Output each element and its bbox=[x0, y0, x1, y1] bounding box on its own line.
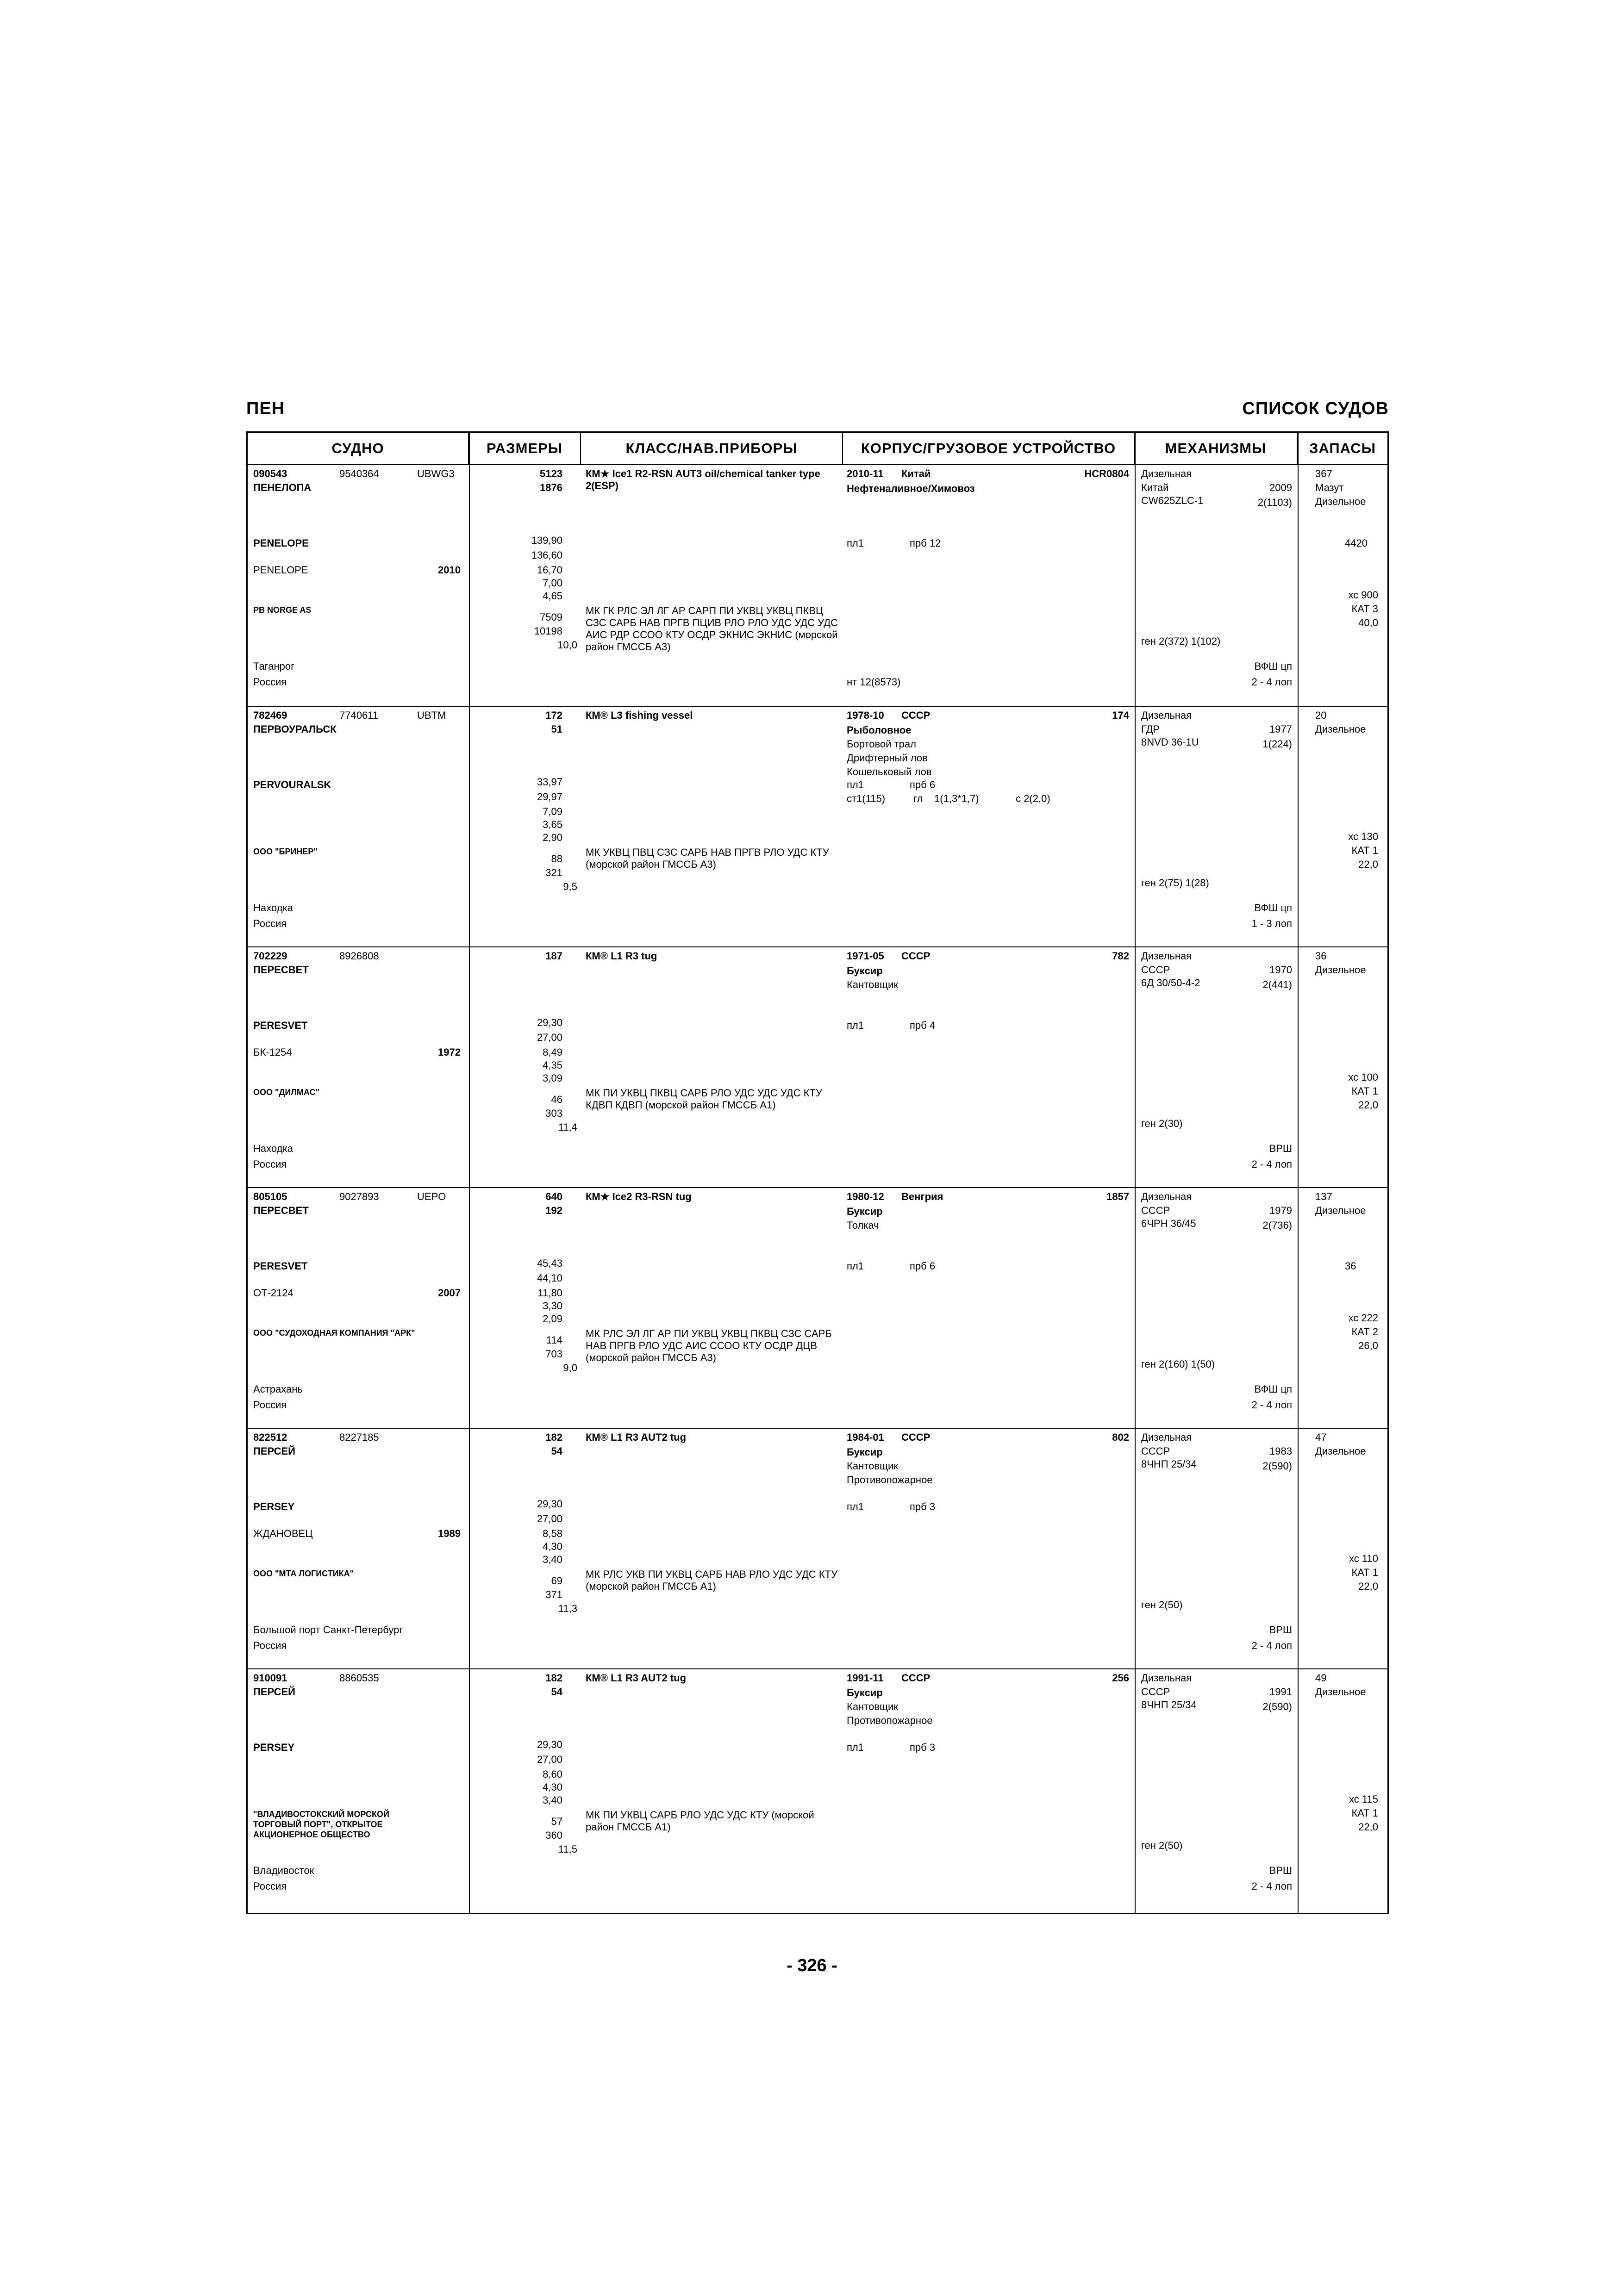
length-pp: 27,00 bbox=[537, 1754, 562, 1765]
length-pp: 29,97 bbox=[537, 791, 562, 803]
displacement: 371 bbox=[545, 1589, 562, 1600]
autonomy: 22,0 bbox=[1358, 1099, 1378, 1111]
engine-year: 1979 bbox=[1269, 1205, 1292, 1216]
previous-name-year: 2007 bbox=[438, 1287, 461, 1299]
propeller-blades: 2 - 4 лоп bbox=[1251, 676, 1292, 688]
ship-register-table bbox=[246, 431, 1389, 1914]
fuel-type-1: Дизельное bbox=[1315, 1686, 1366, 1698]
build-date: 1991-11 bbox=[847, 1672, 884, 1684]
generators: ген 2(50) bbox=[1141, 1840, 1183, 1851]
build-date: 2010-11 bbox=[847, 468, 884, 479]
deadweight: 187 bbox=[545, 950, 562, 962]
builder-country: СССР bbox=[901, 1431, 931, 1443]
ship-type-line: Буксир bbox=[847, 1446, 883, 1458]
builder-country: Китай bbox=[901, 468, 931, 479]
engine-type: Дизельная bbox=[1141, 1431, 1192, 1443]
generators: ген 2(372) 1(102) bbox=[1141, 635, 1221, 647]
engine-year: 1983 bbox=[1269, 1445, 1292, 1457]
deadweight: 172 bbox=[545, 709, 562, 721]
call-sign: UEPO bbox=[417, 1191, 446, 1202]
category: КАТ 1 bbox=[1351, 845, 1378, 856]
call-sign: UBTM bbox=[417, 709, 446, 721]
engine-country: СССР bbox=[1141, 1205, 1170, 1216]
deck-count: пл1 bbox=[847, 1260, 864, 1272]
breadth: 11,80 bbox=[537, 1287, 562, 1299]
entries-container bbox=[248, 465, 1387, 1913]
depth: 3,65 bbox=[543, 819, 562, 830]
build-date: 1978-10 bbox=[847, 709, 884, 721]
ship-entry bbox=[248, 465, 1387, 706]
owner: ООО "МТА ЛОГИСТИКА" bbox=[253, 1569, 354, 1578]
builder-country: СССР bbox=[901, 1672, 931, 1684]
imo-number: 8227185 bbox=[339, 1431, 379, 1443]
hull-number: 256 bbox=[1112, 1672, 1129, 1684]
horsepower: хс 130 bbox=[1348, 831, 1378, 842]
speed: 11,3 bbox=[558, 1603, 577, 1614]
build-date: 1984-01 bbox=[847, 1431, 884, 1443]
gross-tonnage: 54 bbox=[551, 1445, 562, 1457]
owner: "ВЛАДИВОСТОКСКИЙ МОРСКОЙ ТОРГОВЫЙ ПОРТ", ОТКРЫТОЕ АКЦИОНЕРНОЕ ОБЩЕСТВО bbox=[253, 1810, 389, 1839]
ship-type-list bbox=[847, 1686, 933, 1728]
speed: 11,4 bbox=[558, 1121, 577, 1133]
ship-type-line: Буксир bbox=[847, 1687, 883, 1699]
fuel-type-2: Дизельное bbox=[1315, 496, 1366, 507]
fuel-capacity: 367 bbox=[1315, 468, 1332, 479]
breadth: 16,70 bbox=[537, 564, 562, 576]
flag-country: Россия bbox=[253, 1399, 287, 1411]
propeller-type: ВФШ цп bbox=[1254, 902, 1292, 914]
deck-count: пл1 bbox=[847, 1020, 864, 1031]
engine-model: 6Д 30/50-4-2 bbox=[1141, 977, 1200, 989]
class-notation: КМ★ Ice2 R3-RSN tug bbox=[586, 1191, 692, 1202]
ship-name-ru: ПЕРЕСВЕТ bbox=[253, 1205, 309, 1216]
engine-model: CW625ZLC-1 bbox=[1141, 495, 1204, 506]
bulkheads: прб 6 bbox=[910, 779, 936, 790]
engine-power: 2(590) bbox=[1262, 1701, 1292, 1712]
tank-capacity: нт 12(8573) bbox=[847, 676, 901, 688]
deck-count: пл1 bbox=[847, 537, 864, 549]
gross-tonnage: 51 bbox=[551, 723, 562, 735]
previous-name: БК-1254 bbox=[253, 1046, 292, 1058]
ship-entry bbox=[248, 706, 1387, 946]
engine-type: Дизельная bbox=[1141, 950, 1192, 962]
deadweight: 182 bbox=[545, 1431, 562, 1443]
hull-number: 782 bbox=[1112, 950, 1129, 962]
length-overall: 29,30 bbox=[537, 1017, 562, 1028]
hull-number: 1857 bbox=[1106, 1191, 1129, 1202]
speed: 9,0 bbox=[563, 1362, 577, 1374]
length-pp: 27,00 bbox=[537, 1513, 562, 1524]
col-header-dimensions: РАЗМЕРЫ bbox=[469, 433, 581, 464]
ship-type-line: Противопожарное bbox=[847, 1474, 933, 1486]
autonomy: 40,0 bbox=[1358, 617, 1378, 628]
propeller-type: ВФШ цп bbox=[1254, 1383, 1292, 1395]
engine-type: Дизельная bbox=[1141, 468, 1192, 479]
navigation-equipment: МК РЛС ЭЛ ЛГ АР ПИ УКВЦ УКВЦ ПКВЦ СЗС САРБ НАВ ПРГВ РЛО УДС АИС ССОО КТУ ОСДР ДЦВ (морской район ГМССБ А3) bbox=[586, 1328, 832, 1363]
flag-country: Россия bbox=[253, 676, 287, 688]
category: КАТ 2 bbox=[1351, 1326, 1378, 1338]
length-overall: 33,97 bbox=[537, 776, 562, 788]
net-tonnage: 57 bbox=[551, 1816, 562, 1827]
home-port: Астрахань bbox=[253, 1383, 303, 1395]
gross-tonnage: 54 bbox=[551, 1686, 562, 1698]
gross-tonnage: 1876 bbox=[540, 482, 562, 493]
engine-power: 2(441) bbox=[1262, 979, 1292, 990]
ship-entry bbox=[248, 1668, 1387, 1909]
engine-model: 6ЧРН 36/45 bbox=[1141, 1218, 1196, 1229]
fuel-capacity: 20 bbox=[1315, 709, 1327, 721]
gross-tonnage: 192 bbox=[545, 1205, 562, 1216]
engine-year: 1991 bbox=[1269, 1686, 1292, 1698]
reg-number: 805105 bbox=[253, 1191, 287, 1202]
ship-type-line: Нефтеналивное/Химовоз bbox=[847, 483, 975, 494]
net-tonnage: 69 bbox=[551, 1575, 562, 1587]
page-header-right: СПИСОК СУДОВ bbox=[1242, 399, 1389, 418]
ship-entry bbox=[248, 1187, 1387, 1428]
ship-type-line: Рыболовное bbox=[847, 724, 912, 736]
ship-type-line: Противопожарное bbox=[847, 1715, 933, 1726]
engine-power: 2(590) bbox=[1262, 1460, 1292, 1472]
home-port: Таганрог bbox=[253, 660, 295, 672]
fuel-type-1: Мазут bbox=[1315, 482, 1344, 493]
propeller-blades: 1 - 3 лоп bbox=[1251, 918, 1292, 929]
category: КАТ 1 bbox=[1351, 1085, 1378, 1097]
class-notation: КМ® L3 fishing vessel bbox=[586, 709, 693, 721]
engine-year: 1970 bbox=[1269, 964, 1292, 976]
length-overall: 45,43 bbox=[537, 1257, 562, 1269]
col-header-class: КЛАСС/НАВ.ПРИБОРЫ bbox=[581, 433, 843, 464]
hull-number: 174 bbox=[1112, 709, 1129, 721]
displacement: 10198 bbox=[534, 625, 562, 637]
speed: 11,5 bbox=[558, 1843, 577, 1855]
builder-country: Венгрия bbox=[901, 1191, 943, 1202]
horsepower: хс 100 bbox=[1348, 1071, 1378, 1083]
ship-entry bbox=[248, 1428, 1387, 1668]
imo-number: 7740611 bbox=[339, 709, 379, 721]
builder-country: СССР bbox=[901, 709, 931, 721]
ship-name-en: PERVOURALSK bbox=[253, 779, 331, 790]
propeller-type: ВРШ bbox=[1269, 1143, 1292, 1154]
supply-value: 4420 bbox=[1345, 537, 1368, 549]
fuel-type-1: Дизельное bbox=[1315, 1205, 1366, 1216]
col-header-hull: КОРПУС/ГРУЗОВОЕ УСТРОЙСТВО bbox=[843, 433, 1135, 464]
ship-name-en: PERSEY bbox=[253, 1501, 295, 1512]
breadth: 8,60 bbox=[543, 1768, 562, 1780]
ship-name-ru: ПЕРВОУРАЛЬСК bbox=[253, 723, 337, 735]
ship-entry bbox=[248, 946, 1387, 1187]
home-port: Большой порт Санкт-Петербург bbox=[253, 1624, 403, 1636]
horsepower: хс 115 bbox=[1349, 1793, 1378, 1805]
previous-name: ОТ-2124 bbox=[253, 1287, 294, 1299]
net-tonnage: 46 bbox=[551, 1094, 562, 1105]
deadweight: 640 bbox=[545, 1191, 562, 1202]
length-overall: 29,30 bbox=[537, 1498, 562, 1510]
deadweight: 5123 bbox=[540, 468, 562, 479]
imo-number: 8860535 bbox=[339, 1672, 379, 1684]
call-sign: UBWG3 bbox=[417, 468, 455, 479]
generators: ген 2(30) bbox=[1141, 1118, 1183, 1129]
previous-name-year: 2010 bbox=[438, 564, 461, 576]
engine-power: 1(224) bbox=[1262, 738, 1292, 750]
length-overall: 29,30 bbox=[537, 1739, 562, 1750]
navigation-equipment: МК ПИ УКВЦ ПКВЦ САРБ РЛО УДС УДС УДС КТУ КДВП КДВП (морской район ГМССБ А1) bbox=[586, 1087, 822, 1111]
depth: 3,30 bbox=[543, 1300, 562, 1312]
imo-number: 9027893 bbox=[339, 1191, 379, 1202]
length-pp: 136,60 bbox=[531, 549, 562, 561]
previous-name-year: 1989 bbox=[438, 1528, 461, 1539]
bulkheads: прб 6 bbox=[910, 1260, 936, 1272]
ship-type-list bbox=[847, 964, 898, 992]
engine-type: Дизельная bbox=[1141, 709, 1192, 721]
autonomy: 22,0 bbox=[1358, 1580, 1378, 1592]
owner: ООО "ДИЛМАС" bbox=[253, 1088, 320, 1097]
reg-number: 090543 bbox=[253, 468, 287, 479]
ship-name-en: PERSEY bbox=[253, 1742, 295, 1753]
owner: ООО "СУДОХОДНАЯ КОМПАНИЯ "АРК" bbox=[253, 1328, 415, 1338]
fuel-type-1: Дизельное bbox=[1315, 964, 1366, 976]
ship-name-ru: ПЕРСЕЙ bbox=[253, 1686, 295, 1698]
engine-country: Китай bbox=[1141, 482, 1169, 493]
navigation-equipment: МК РЛС УКВ ПИ УКВЦ САРБ НАВ РЛО УДС УДС КТУ (морской район ГМССБ А1) bbox=[586, 1568, 838, 1592]
engine-country: СССР bbox=[1141, 964, 1170, 976]
displacement: 703 bbox=[545, 1348, 562, 1360]
generators: ген 2(160) 1(50) bbox=[1141, 1358, 1215, 1370]
depth: 4,35 bbox=[543, 1059, 562, 1071]
depth: 4,30 bbox=[543, 1541, 562, 1552]
engine-country: СССР bbox=[1141, 1445, 1170, 1457]
ship-name-en: PERESVET bbox=[253, 1260, 308, 1272]
propeller-type: ВРШ bbox=[1269, 1865, 1292, 1876]
breadth: 8,58 bbox=[543, 1528, 562, 1539]
reg-number: 782469 bbox=[253, 709, 287, 721]
depth: 7,00 bbox=[543, 577, 562, 589]
class-notation: КМ® L1 R3 AUT2 tug bbox=[586, 1672, 687, 1684]
fuel-capacity: 49 bbox=[1315, 1672, 1327, 1684]
flag-country: Россия bbox=[253, 1158, 287, 1170]
engine-model: 8NVD 36-1U bbox=[1141, 736, 1199, 748]
length-pp: 27,00 bbox=[537, 1032, 562, 1043]
engine-model: 8ЧНП 25/34 bbox=[1141, 1699, 1197, 1711]
page-number: - 326 - bbox=[787, 1956, 837, 1975]
reg-number: 910091 bbox=[253, 1672, 287, 1684]
bulkheads: прб 3 bbox=[910, 1501, 936, 1512]
imo-number: 9540364 bbox=[339, 468, 379, 479]
engine-type: Дизельная bbox=[1141, 1672, 1192, 1684]
ship-type-list bbox=[847, 723, 932, 779]
deadweight: 182 bbox=[545, 1672, 562, 1684]
propeller-blades: 2 - 4 лоп bbox=[1251, 1158, 1292, 1170]
ship-type-line: Дрифтерный лов bbox=[847, 752, 928, 764]
bulkheads: прб 3 bbox=[910, 1742, 936, 1753]
deck-count: пл1 bbox=[847, 1501, 864, 1512]
cargo-gear: ст1(115) гл 1(1,3*1,7) с 2(2,0) bbox=[847, 793, 1050, 804]
propeller-blades: 2 - 4 лоп bbox=[1251, 1640, 1292, 1651]
home-port: Владивосток bbox=[253, 1865, 314, 1876]
fuel-capacity: 36 bbox=[1315, 950, 1327, 962]
engine-model: 8ЧНП 25/34 bbox=[1141, 1458, 1197, 1470]
displacement: 303 bbox=[545, 1108, 562, 1119]
fuel-type-1: Дизельное bbox=[1315, 723, 1366, 735]
previous-name: ЖДАНОВЕЦ bbox=[253, 1528, 313, 1539]
breadth: 8,49 bbox=[543, 1046, 562, 1058]
autonomy: 22,0 bbox=[1358, 859, 1378, 870]
hull-number: 802 bbox=[1112, 1431, 1129, 1443]
ship-type-list bbox=[847, 482, 975, 496]
engine-year: 2009 bbox=[1269, 482, 1292, 493]
draught: 3,40 bbox=[543, 1794, 562, 1806]
engine-country: СССР bbox=[1141, 1686, 1170, 1698]
category: КАТ 1 bbox=[1351, 1567, 1378, 1578]
flag-country: Россия bbox=[253, 1880, 287, 1892]
navigation-equipment: МК ГК РЛС ЭЛ ЛГ АР САРП ПИ УКВЦ УКВЦ ПКВЦ СЗС САРБ НАВ ПРГВ ПЦИВ РЛО РЛО УДС УДС УДС АИС РДР ССОО КТУ ОСДР ЭКНИС ЭКНИС (морской район ГМССБ А3) bbox=[586, 605, 838, 653]
engine-type: Дизельная bbox=[1141, 1191, 1192, 1202]
previous-name: PENELOPE bbox=[253, 564, 308, 576]
engine-power: 2(1103) bbox=[1257, 497, 1292, 508]
class-notation: КМ® L1 R3 tug bbox=[586, 950, 657, 962]
reg-number: 822512 bbox=[253, 1431, 287, 1443]
navigation-equipment: МК УКВЦ ПВЦ СЗС САРБ НАВ ПРГВ РЛО УДС КТУ (морской район ГМССБ А3) bbox=[586, 846, 829, 870]
displacement: 360 bbox=[545, 1829, 562, 1841]
engine-year: 1977 bbox=[1269, 723, 1292, 735]
net-tonnage: 88 bbox=[551, 853, 562, 865]
reg-number: 702229 bbox=[253, 950, 287, 962]
imo-number: 8926808 bbox=[339, 950, 379, 962]
ship-type-line: Бортовой трал bbox=[847, 738, 916, 750]
ship-type-line: Кантовщик bbox=[847, 1701, 898, 1712]
flag-country: Россия bbox=[253, 918, 287, 929]
deck-count: пл1 bbox=[847, 779, 864, 790]
draught: 3,40 bbox=[543, 1554, 562, 1565]
fuel-capacity: 137 bbox=[1315, 1191, 1332, 1202]
ship-type-list bbox=[847, 1205, 883, 1232]
fuel-capacity: 47 bbox=[1315, 1431, 1327, 1443]
breadth: 7,09 bbox=[543, 806, 562, 817]
ship-type-line: Кантовщик bbox=[847, 979, 898, 990]
col-header-vessel: СУДНО bbox=[248, 433, 469, 464]
speed: 10,0 bbox=[557, 639, 577, 651]
page-header-left: ПЕН bbox=[246, 399, 285, 418]
generators: ген 2(50) bbox=[1141, 1599, 1183, 1611]
speed: 9,5 bbox=[563, 881, 577, 892]
propeller-type: ВФШ цп bbox=[1254, 660, 1292, 672]
horsepower: хс 900 bbox=[1348, 589, 1378, 601]
hull-number: HCR0804 bbox=[1084, 468, 1129, 479]
ship-name-en: PERESVET bbox=[253, 1020, 308, 1031]
depth: 4,30 bbox=[543, 1781, 562, 1793]
autonomy: 26,0 bbox=[1358, 1340, 1378, 1351]
ship-name-ru: ПЕРСЕЙ bbox=[253, 1445, 295, 1457]
ship-type-line: Буксир bbox=[847, 965, 883, 977]
net-tonnage: 114 bbox=[546, 1334, 562, 1346]
previous-name-year: 1972 bbox=[438, 1046, 461, 1058]
ship-type-line: Кошельковый лов bbox=[847, 766, 932, 778]
engine-power: 2(736) bbox=[1262, 1220, 1292, 1231]
propeller-blades: 2 - 4 лоп bbox=[1251, 1399, 1292, 1411]
length-pp: 44,10 bbox=[537, 1272, 562, 1284]
navigation-equipment: МК ПИ УКВЦ САРБ РЛО УДС УДС КТУ (морской район ГМССБ А1) bbox=[586, 1809, 814, 1833]
draught: 2,90 bbox=[543, 832, 562, 843]
draught: 3,09 bbox=[543, 1072, 562, 1084]
flag-country: Россия bbox=[253, 1640, 287, 1651]
ship-type-line: Буксир bbox=[847, 1206, 883, 1217]
col-header-supplies: ЗАПАСЫ bbox=[1309, 440, 1376, 456]
ship-type-list bbox=[847, 1445, 933, 1487]
class-notation: КМ® L1 R3 AUT2 tug bbox=[586, 1431, 687, 1443]
home-port: Находка bbox=[253, 1143, 293, 1154]
propeller-type: ВРШ bbox=[1269, 1624, 1292, 1636]
home-port: Находка bbox=[253, 902, 293, 914]
category: КАТ 1 bbox=[1351, 1807, 1378, 1819]
bulkheads: прб 4 bbox=[910, 1020, 936, 1031]
ship-name-ru: ПЕНЕЛОПА bbox=[253, 482, 312, 493]
displacement: 321 bbox=[545, 867, 562, 878]
build-date: 1971-05 bbox=[847, 950, 884, 962]
ship-type-line: Кантовщик bbox=[847, 1460, 898, 1472]
generators: ген 2(75) 1(28) bbox=[1141, 877, 1209, 889]
deck-count: пл1 bbox=[847, 1742, 864, 1753]
build-date: 1980-12 bbox=[847, 1191, 884, 1202]
draught: 2,09 bbox=[543, 1313, 562, 1325]
length-overall: 139,90 bbox=[531, 535, 562, 546]
autonomy: 22,0 bbox=[1358, 1821, 1378, 1833]
bulkheads: прб 12 bbox=[910, 537, 941, 549]
supply-value: 36 bbox=[1345, 1260, 1356, 1272]
owner: PB NORGE AS bbox=[253, 605, 312, 615]
propeller-blades: 2 - 4 лоп bbox=[1251, 1880, 1292, 1892]
owner: ООО "БРИНЕР" bbox=[253, 847, 318, 856]
fuel-type-1: Дизельное bbox=[1315, 1445, 1366, 1457]
ship-name-en: PENELOPE bbox=[253, 537, 309, 549]
ship-name-ru: ПЕРЕСВЕТ bbox=[253, 964, 309, 976]
horsepower: хс 110 bbox=[1349, 1553, 1378, 1564]
horsepower: хс 222 bbox=[1348, 1312, 1378, 1324]
category: КАТ 3 bbox=[1351, 603, 1378, 615]
net-tonnage: 7509 bbox=[540, 611, 562, 623]
builder-country: СССР bbox=[901, 950, 931, 962]
col-header-machinery: МЕХАНИЗМЫ bbox=[1135, 433, 1298, 464]
class-notation: КМ★ Ice1 R2-RSN AUT3 oil/chemical tanker type 2(ESP) bbox=[586, 468, 820, 492]
engine-country: ГДР bbox=[1141, 723, 1160, 735]
ship-type-line: Толкач bbox=[847, 1220, 879, 1231]
draught: 4,65 bbox=[543, 590, 562, 602]
